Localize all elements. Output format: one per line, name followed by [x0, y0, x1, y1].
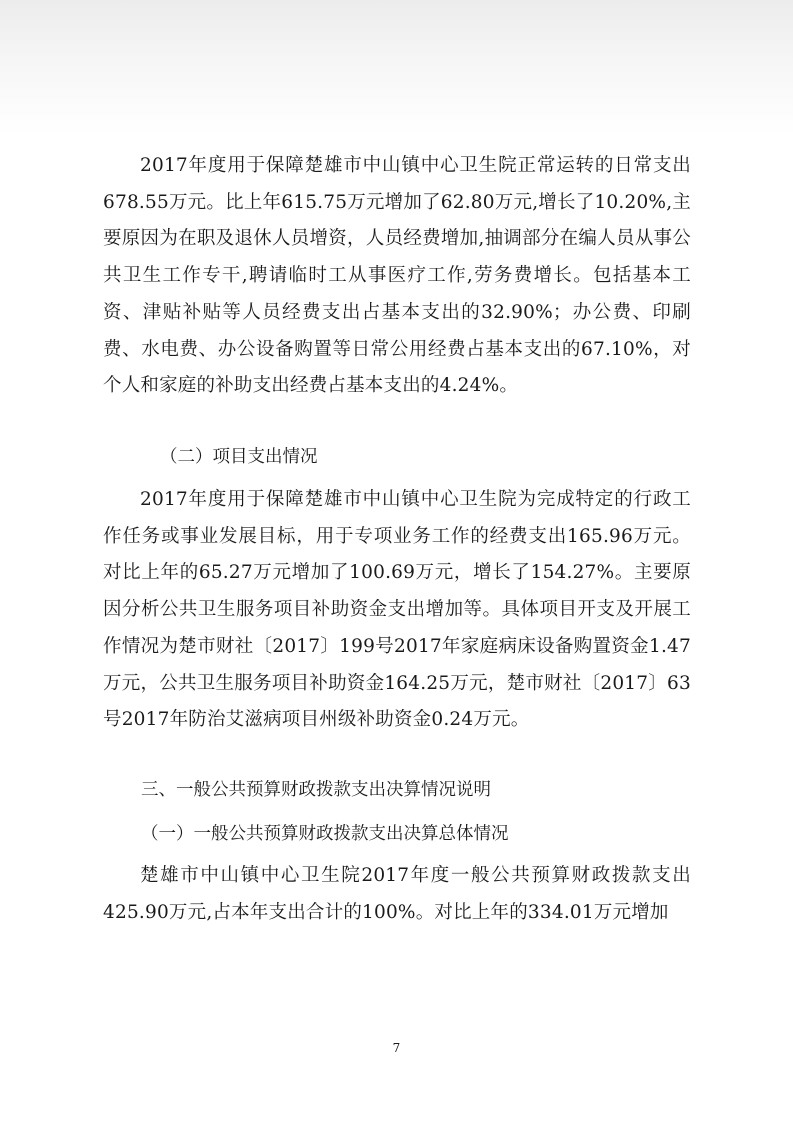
page-number: 7 [392, 1041, 401, 1055]
heading-project-expenditure: （二）项目支出情况 [160, 447, 318, 467]
paragraph-general-budget: 楚雄市中山镇中心卫生院2017年度一般公共预算财政拨款支出425.90万元,占本年支出合计的100%。对比上年的334.01万元增加 [103, 865, 691, 923]
paragraph-project-expenditure: 2017年度用于保障楚雄市中山镇中心卫生院为完成特定的行政工作任务或事业发展目标，用于专项业务工作的经费支出165.96万元。对比上年的65.27万元增加了100.69万元，增长了154.27%。主要原因分析公共卫生服务项目补助资金支出增加等。具体项目开支及开展工作情况为楚市财社〔2017〕199号2017年家庭病床设备购置资金1.47万元，公共卫生服务项目补助资金164.25万元，楚市财社〔2017〕63号2017年防治艾滋病项目州级补助资金0.24万元。 [103, 489, 691, 731]
heading-section-three: 三、一般公共预算财政拨款支出决算情况说明 [141, 780, 491, 800]
paragraph-routine-expenditure: 2017年度用于保障楚雄市中山镇中心卫生院正常运转的日常支出678.55万元。比上年615.75万元增加了62.80万元,增长了10.20%,主要原因为在职及退休人员增资，人员经费增加,抽调部分在编人员从事公共卫生工作专干,聘请临时工从事医疗工作,劳务费增长。包括基本工资、津贴补贴等人员经费支出占基本支出的32.90%；办公费、印刷费、水电费、办公设备购置等日常公用经费占基本支出的67.10%，对个人和家庭的补助支出经费占基本支出的4.24%。 [103, 155, 691, 397]
heading-overall-situation: （一）一般公共预算财政拨款支出决算总体情况 [141, 824, 509, 844]
scan-shadow [0, 0, 793, 135]
